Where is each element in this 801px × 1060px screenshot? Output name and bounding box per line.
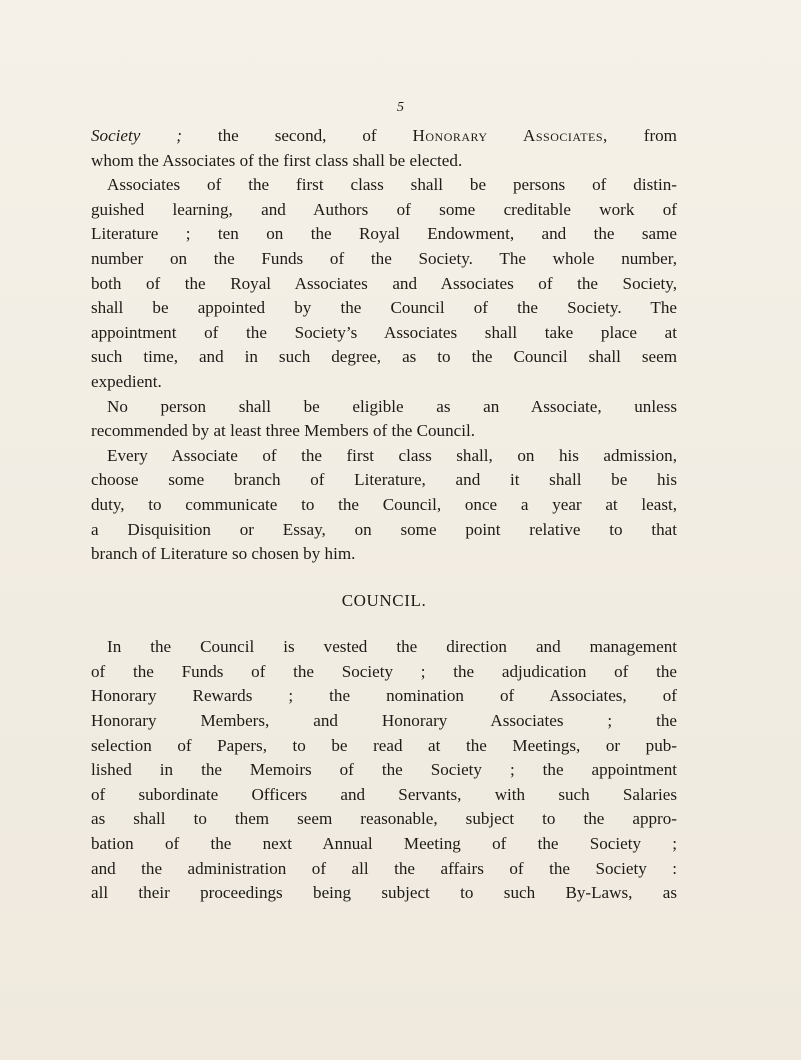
text-line: all their proceedings being subject to such By-Laws, as (91, 883, 677, 903)
text-line: bation of the next Annual Meeting of the Society ; (91, 834, 677, 854)
paragraph-honorary-associates (91, 124, 677, 173)
paragraph-first-class-associates (91, 173, 677, 394)
text-line: selection of Papers, to be read at the Meetings, or pub- (91, 735, 677, 755)
text-line: branch of Literature so chosen by him. (91, 544, 356, 564)
text-line: Every Associate of the first class shall, on his admission, (107, 445, 677, 465)
section-heading-council (91, 589, 677, 614)
text-line: recommended by at least three Members of the Council. (91, 421, 476, 441)
text-line: Honorary Rewards ; the nomination of Associates, of (91, 686, 677, 706)
text-line: number on the Funds of the Society. The whole number, (91, 248, 677, 268)
text-line: a Disquisition or Essay, on some point relative to that (91, 519, 677, 539)
paragraph-eligibility (91, 395, 677, 444)
text-line: and the administration of all the affairs of the Society : (91, 858, 677, 878)
society-italic: Society ; (91, 126, 182, 145)
text-line: choose some branch of Literature, and it shall be his (91, 470, 677, 490)
text-line: such time, and in such degree, as to the Council shall seem (91, 347, 677, 367)
text-line: lished in the Memoirs of the Society ; the appointment (91, 760, 677, 780)
text-line: guished learning, and Authors of some creditable work of (91, 199, 677, 219)
text-line: duty, to communicate to the Council, once a year at least, (91, 494, 677, 514)
text-run: the second, of (181, 126, 413, 145)
text-line: whom the Associates of the first class shall be elected. (91, 150, 463, 170)
page-body (91, 124, 677, 906)
text-run: from (607, 126, 677, 145)
text-line: of the Funds of the Society ; the adjudication of the (91, 661, 677, 681)
text-line (91, 124, 677, 149)
text-line: Honorary Members, and Honorary Associates ; the (91, 711, 677, 731)
text-line: both of the Royal Associates and Associates of the Society, (91, 273, 677, 293)
text-line: as shall to them seem reasonable, subject to the appro- (91, 809, 677, 829)
text-line: Literature ; ten on the Royal Endowment, and the same (91, 224, 677, 244)
text-line: of subordinate Officers and Servants, with such Salaries (91, 784, 677, 804)
heading-text: COUNCIL. (341, 590, 427, 610)
text-line: In the Council is vested the direction and management (107, 637, 677, 657)
text-line: Associates of the first class shall be persons of distin- (107, 175, 677, 195)
page-number: 5 (397, 100, 404, 115)
honorary-associates-caps: Honorary Associates, (412, 126, 608, 145)
text-line: shall be appointed by the Council of the Society. The (91, 298, 677, 318)
text-line: expedient. (91, 371, 162, 391)
paragraph-associate-duty (91, 444, 677, 567)
text-line: appointment of the Society’s Associates shall take place at (91, 322, 677, 342)
paragraph-council-duties (91, 635, 677, 906)
text-line: No person shall be eligible as an Associate, unless (107, 396, 677, 416)
